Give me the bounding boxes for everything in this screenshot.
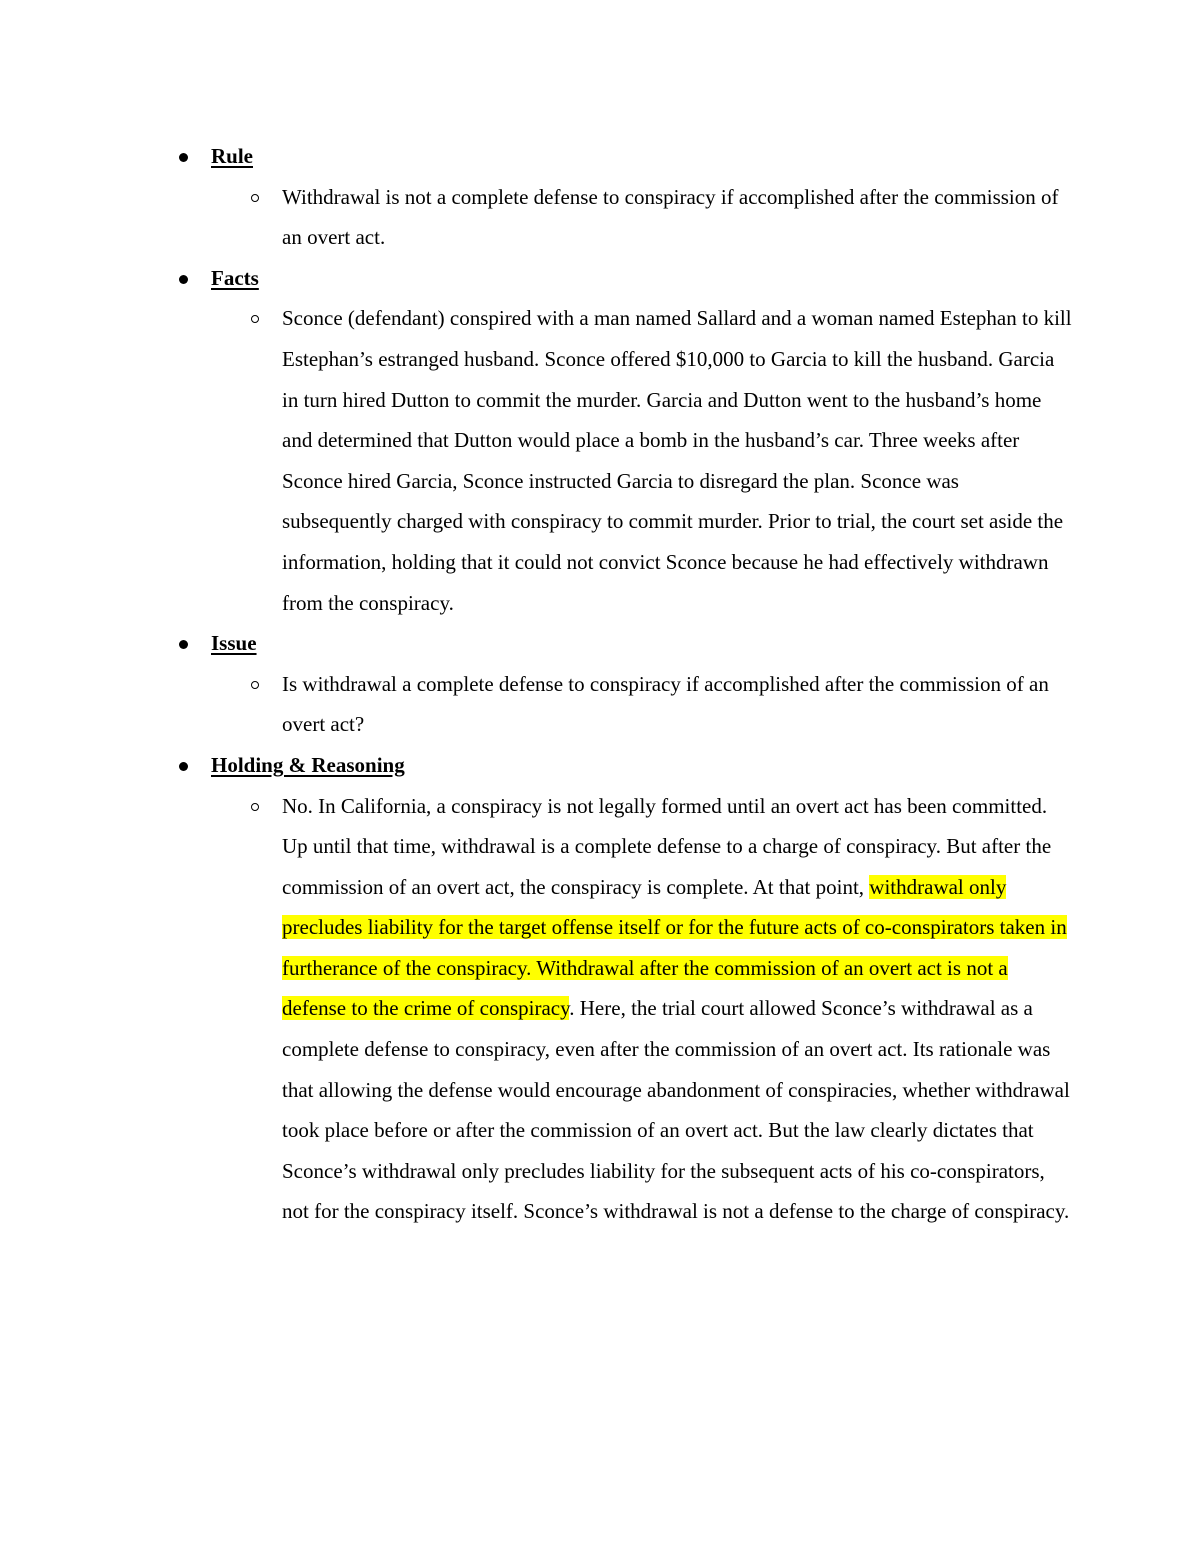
section-heading-row [175, 745, 1075, 786]
holding-text-before: No. In California, a conspiracy is not legally formed until an overt act has been committed. Up until that time, withdrawal is a complete defense to a charge of conspiracy. But after the commission of an overt act, the conspiracy is complete. At that point, [282, 793, 1052, 899]
bullet-circle-icon [251, 194, 259, 202]
section-body-facts: Sconce (defendant) conspired with a man named Sallard and a woman named Estephan to kill Estephan’s estranged husband. Sconce offered $10,000 to Garcia to kill the husband. Garcia in turn hired Dutton to commit the murder. Garcia and Dutton went to the husband’s home and determined that Dutton would place a bomb in the husband’s car. Three weeks after Sconce hired Garcia, Sconce instructed Garcia to disregard the plan. Sconce was subsequently charged with conspiracy to commit murder. Prior to trial, the court set aside the information, holding that it could not convict Sconce because he had effectively withdrawn from the conspiracy. [282, 306, 1072, 615]
bullet-disc-icon [179, 640, 188, 649]
section-heading-issue: Issue [211, 631, 257, 656]
section-heading-row [175, 258, 1075, 299]
section-heading-rule: Rule [211, 144, 253, 168]
section-body-row [175, 786, 1075, 1233]
section-body-holding [282, 786, 1072, 1233]
bullet-disc-icon [179, 153, 188, 162]
bullet-circle-icon [251, 803, 259, 811]
section-facts [175, 258, 1075, 623]
section-body-row [175, 177, 1075, 258]
case-brief [175, 136, 1075, 1232]
section-holding [175, 745, 1075, 1232]
section-heading-facts: Facts [211, 265, 259, 290]
highlighted-text: withdrawal only precludes liability for the target offense itself or for the future acts of co-conspirators taken in furtherance of the conspiracy. Withdrawal after the commission of an overt act is not a defense to the crime of conspiracy [282, 874, 1067, 1021]
section-heading-row [175, 136, 1075, 177]
holding-text-after: . Here, the trial court allowed Sconce’s withdrawal as a complete defense to conspiracy, even after the commission of an overt act. Its rationale was that allowing the defense would encourage abandonment of conspiracies, whether withdrawal took place before or after the commission of an overt act. But the law clearly dictates that Sconce’s withdrawal only precludes liability for the subsequent acts of his co-conspirators, not for the conspiracy itself. Sconce’s withdrawal is not a defense to the charge of conspiracy. [282, 996, 1070, 1224]
section-body-rule: Withdrawal is not a complete defense to conspiracy if accomplished after the commission of an overt act. [282, 184, 1059, 250]
bullet-disc-icon [179, 275, 188, 284]
bullet-circle-icon [251, 315, 259, 323]
section-body-row [175, 298, 1075, 623]
bullet-disc-icon [179, 762, 188, 771]
section-rule [175, 136, 1075, 258]
bullet-circle-icon [251, 681, 259, 689]
section-issue [175, 623, 1075, 745]
section-heading-holding: Holding & Reasoning [211, 752, 405, 777]
section-body-issue: Is withdrawal a complete defense to conspiracy if accomplished after the commission of an overt act? [282, 671, 1049, 737]
section-heading-row [175, 623, 1075, 664]
section-body-row [175, 664, 1075, 745]
